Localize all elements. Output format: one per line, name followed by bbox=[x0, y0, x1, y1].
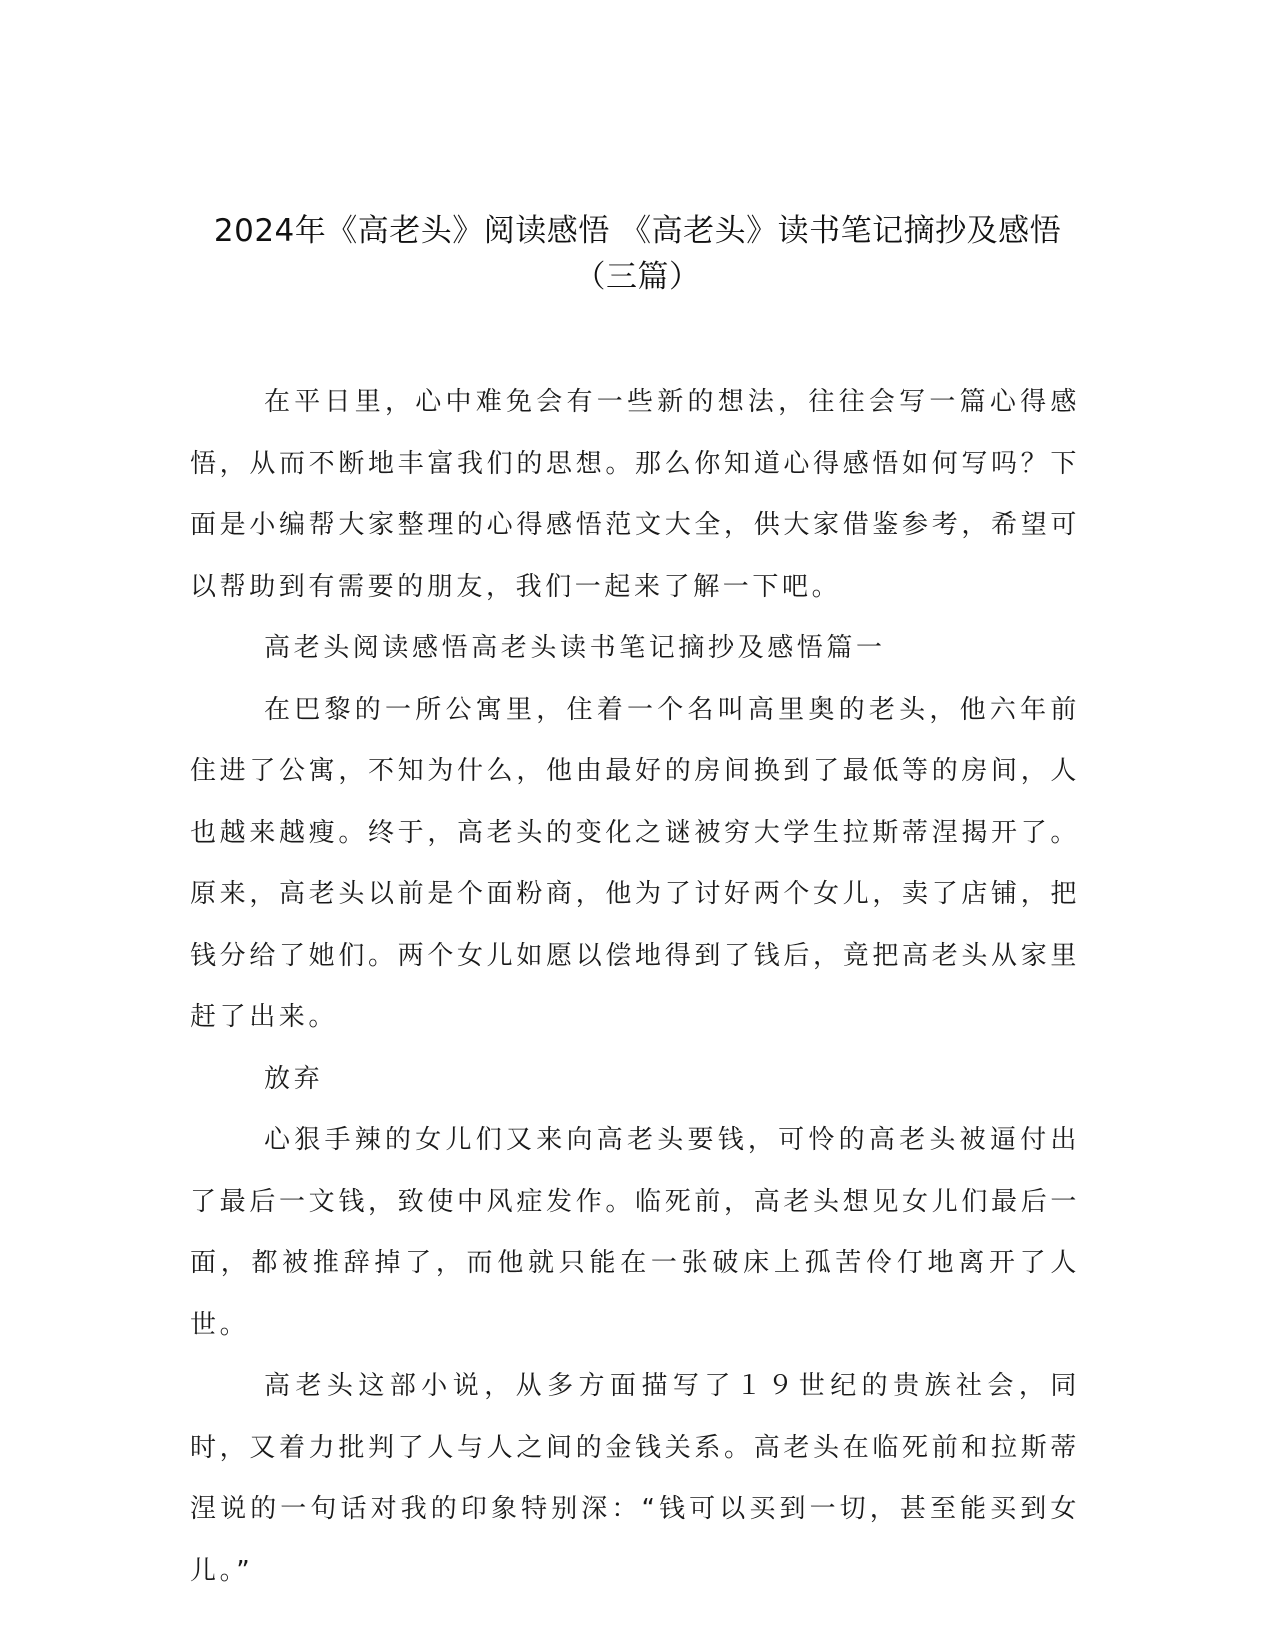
section-heading: 高老头阅读感悟高老头读书笔记摘抄及感悟篇一 bbox=[264, 633, 886, 663]
intro-paragraph: 在平日里，心中难免会有一些新的想法，往往会写一篇心得感悟，从而不断地丰富我们的思想。那么你知道心得感悟如何写吗？下面是小编帮大家整理的心得感悟范文大全，供大家借鉴参考，希望可以帮助到有需要的朋友，我们一起来了解一下吧。 bbox=[190, 387, 1080, 602]
body-paragraph: 放弃 bbox=[264, 1063, 324, 1094]
title-line-2: （三篇） bbox=[574, 259, 701, 295]
document-body bbox=[190, 372, 1080, 1602]
title-line-1: 2024年《高老头》阅读感悟 《高老头》读书笔记摘抄及感悟 bbox=[213, 213, 1062, 249]
body-paragraph: 心狠手辣的女儿们又来向高老头要钱，可怜的高老头被逼付出了最后一文钱，致使中风症发作。临死前，高老头想见女儿们最后一面，都被推辞掉了，而他就只能在一张破床上孤苦伶仃地离开了人世。 bbox=[190, 1125, 1080, 1340]
body-paragraph: 在巴黎的一所公寓里，住着一个名叫高里奥的老头，他六年前住进了公寓，不知为什么，他由最好的房间换到了最低等的房间，人也越来越瘦。终于，高老头的变化之谜被穷大学生拉斯蒂涅揭开了。原来，高老头以前是个面粉商，他为了讨好两个女儿，卖了店铺，把钱分给了她们。两个女儿如愿以偿地得到了钱后，竟把高老头从家里赶了出来。 bbox=[190, 694, 1080, 1032]
document-title bbox=[150, 208, 1125, 300]
body-paragraph: 高老头这部小说，从多方面描写了１９世纪的贵族社会，同时，又着力批判了人与人之间的金钱关系。高老头在临死前和拉斯蒂涅说的一句话对我的印象特别深：“钱可以买到一切，甚至能买到女儿。” bbox=[190, 1371, 1080, 1586]
